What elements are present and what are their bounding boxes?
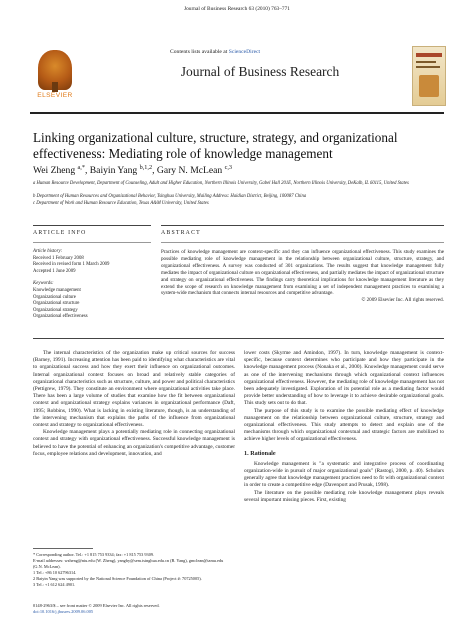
publisher-name: ELSEVIER	[37, 92, 73, 99]
author-list: Wei Zheng $^{a,*}$, Baiyin Yang $^{b,1,2}$, Gary N. McLean $^{c,3}$	[33, 164, 233, 177]
footnote-rule	[33, 548, 93, 549]
abstract-heading: ABSTRACT	[161, 230, 201, 236]
affiliation-a: a Human Resource Development, Department of Counseling, Adult and Higher Education, Northern Illinois University, Gabel Hall 201E, Northern Illinois University, DeKalb, IL 60115, United States	[33, 181, 409, 186]
journal-cover-thumbnail[interactable]	[412, 46, 446, 106]
paragraph: lower costs (Skyrme and Amindon, 1997). In turn, knowledge management is context-specific, because context determines who participate and how they participate in the knowledge management process (Nonaka et al., 2000). Knowledge management could serve as one of the intervening mechanisms through which organizational context influences organizational effectiveness. However, the mediating role of knowledge management has not been adequately investigated. Exploration of its potential role as a mediating factor would provide better understanding of how to leverage it to achieve desirable organizational goals. This study sets out to do that.	[244, 350, 444, 407]
accepted-date: Accepted 1 June 2009	[33, 268, 76, 274]
contents-prefix: Contents lists available at	[170, 49, 229, 55]
masthead-rule	[30, 112, 444, 114]
history-label: Article history:	[33, 249, 63, 254]
keyword: Organizational culture	[33, 294, 76, 300]
info-rule-mid	[33, 242, 151, 243]
revised-date: Received in revised form 1 March 2009	[33, 262, 110, 268]
keyword: Organizational effectiveness	[33, 314, 88, 320]
affiliation-b: b Department of Human Resources and Organizational Behavior, Tsinghua University, Mailing Address: Haidian District, Beijing, 100087 China	[33, 194, 307, 199]
body-column-left	[33, 350, 235, 458]
footnote: 2 Baiyin Yang was supported by the National Science Foundation of China (Project #: 70725005).	[33, 575, 202, 581]
paragraph: The internal characteristics of the organization make up critical sources for success (Barney, 1991). Increasing attention has been paid to identifying what characteristics are vital to organizational success and how they exert their influence on organizational outcomes. Internal organizational context focuses on broad and relatively stable categories of organizational characteristics such as structure, culture, and power and political characteristics (Pettigrew, 1979). They constitute an environment where organizational activities take place. There has been a large volume of studies that examine how the fit between organizational context and organizational strategy explains variances in organizational performance (Daft, 1995; Robbins, 1990). What is lacking in existing literature, though, is an understanding of the intervening mechanism that explains the paths of the influence from organizational context and strategy to organizational effectiveness.	[33, 350, 235, 429]
paragraph: Knowledge management plays a potentially mediating role in connecting organizational context and strategy with organizational effectiveness. Successful knowledge management is believed to have the potential of enhancing an organization's competitive advantage, customer focus, employee relations and development, innovation, and	[33, 429, 235, 457]
info-rule-top	[33, 225, 151, 226]
abstract-rule-top	[161, 225, 444, 226]
keywords-label: Keywords:	[33, 281, 54, 287]
journal-title[interactable]: Journal of Business Research	[180, 64, 340, 79]
footnotes	[33, 552, 233, 587]
doi-link[interactable]: doi:10.1016/j.jbusres.2009.06.005	[33, 609, 94, 614]
running-head: Journal of Business Research 63 (2010) 763–771	[184, 6, 290, 12]
elsevier-trunk-icon	[52, 82, 58, 92]
abstract-text: Practices of knowledge management are context-specific and they can influence organizational effectiveness. This study examines the possible mediating role of knowledge management in the relationship between organizational culture, structure, strategy, and organizational effectiveness. A survey was conducted of 301 organizations. The results suggest that knowledge management fully mediates the impact of organizational culture on organizational effectiveness, and partially mediates the impact of organizational structure and strategy on organizational effectiveness. The findings carry theoretical implications for knowledge management literature as they extend the scope of research on knowledge management from examining a set of independent management practices to examining a system-wide mechanism that connects internal resources and competitive advantage.	[161, 249, 444, 297]
keyword: Organizational strategy	[33, 307, 78, 313]
article-info	[33, 249, 151, 321]
issn-line: 0148-2963/$ – see front matter © 2009 Elsevier Inc. All rights reserved.	[33, 603, 160, 608]
paragraph: The purpose of this study is to examine the possible mediating effect of knowledge management on the relationship between organizational culture, structure, strategy and organizational effectiveness. This study attempts to detect and explain one of the mechanisms through which organizational contextual and strategic factors are mobilized to achieve higher levels of organizational effectiveness.	[244, 407, 444, 443]
contents-line	[170, 49, 260, 55]
page-footer	[33, 603, 253, 615]
sciencedirect-link[interactable]: ScienceDirect	[228, 49, 261, 55]
abstract-rule-bottom	[33, 338, 444, 339]
footnote: 3 Tel.: +1 612 624 4901.	[33, 581, 76, 587]
keyword: Knowledge management	[33, 287, 81, 293]
paragraph: Knowledge management is "a systematic and integrative process of coordinating organization-wide in pursuit of major organizational goals" (Rastogi, 2000, p. 40). Scholars generally agree that knowledge management practices need to fit with organizational context in order to create a competitive edge (Davenport and Prusak, 1998).	[244, 460, 444, 489]
paragraph: The literature on the possible mediating role knowledge management plays reveals several important missing pieces. First, existing	[244, 489, 444, 503]
abstract-rule-mid	[161, 242, 444, 243]
body-column-right	[244, 350, 444, 504]
elsevier-logo	[32, 48, 78, 104]
keyword: Organizational structure	[33, 301, 80, 307]
article-title: Linking organizational culture, structure, strategy, and organizational effectiveness: Mediating role of knowledge management	[33, 130, 398, 161]
article-info-heading: ARTICLE INFO	[33, 230, 87, 236]
footnote-email[interactable]: E-mail addresses: wzheng@niu.edu (W. Zheng), yangby@sem.tsinghua.edu.cn (B. Yang), gmclean@tamu.edu (G.N. McLean).	[33, 557, 224, 569]
affiliation-c: c Department of Work and Human Resource Education, Texas A&M University, United States	[33, 201, 209, 206]
section-heading: 1. Rationale	[244, 449, 276, 457]
footnote: * Corresponding author. Tel.: +1 815 753 9334; fax: +1 815 753 9309.	[33, 552, 155, 557]
received-date: Received 1 February 2008	[33, 255, 84, 261]
abstract	[161, 249, 444, 304]
copyright-line: © 2009 Elsevier Inc. All rights reserved.	[361, 297, 444, 304]
footnote: 1 Tel.: +86 10 62796314.	[33, 569, 77, 575]
